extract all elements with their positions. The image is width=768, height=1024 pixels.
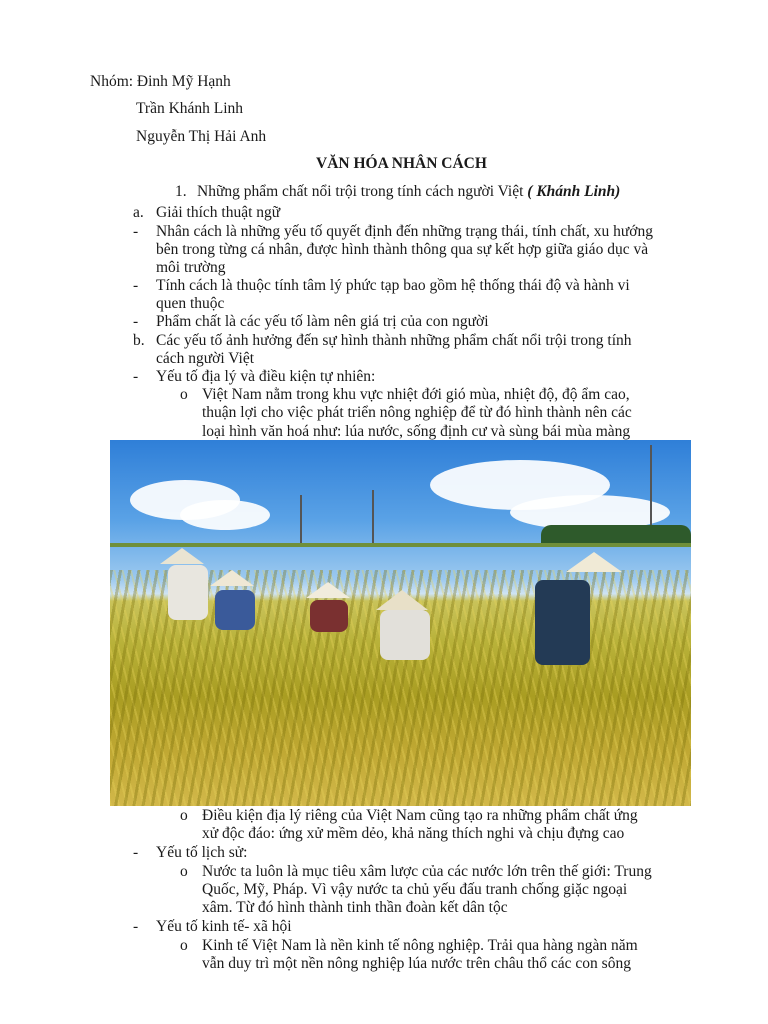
list-item-line: Tính cách là thuộc tính tâm lý phức tạp bao gồm hệ thống thái độ và hành vi (156, 277, 630, 294)
horizon (110, 543, 691, 547)
sub-item-line: Nước ta luôn là mục tiêu xâm lược của các nước lớn trên thế giới: Trung (202, 863, 652, 880)
factor-label: Yếu tố kinh tế- xã hội (156, 918, 292, 935)
power-pole (372, 490, 374, 545)
sub-item-line: loại hình văn hoá như: lúa nước, sống định cư và sùng bái mùa màng (202, 423, 631, 440)
conical-hat-shape (210, 570, 254, 586)
part-a-heading: Giải thích thuật ngữ (156, 204, 281, 221)
sub-item-line: xâm. Từ đó hình thành tinh thần đoàn kết dân tộc (202, 899, 508, 916)
part-b-heading-line: Các yếu tố ảnh hưởng đến sự hình thành những phẩm chất nổi trội trong tính (156, 332, 632, 349)
farmer-figure (380, 610, 430, 660)
list-item-line: môi trường (156, 259, 226, 276)
section-heading-text: Những phẩm chất nổi trội trong tính cách người Việt (197, 183, 524, 200)
conical-hat-shape (566, 552, 622, 572)
farmer-figure (310, 600, 348, 632)
factor-label: Yếu tố lịch sử: (156, 844, 248, 861)
rice-harvest-photo (110, 440, 691, 806)
list-marker: - (133, 223, 139, 240)
sub-item-line: xử độc đáo: ứng xử mềm dẻo, khả năng thích nghi và chịu đựng cao (202, 825, 625, 842)
list-marker: - (133, 277, 139, 294)
list-item-line: quen thuộc (156, 295, 225, 312)
section-heading (197, 183, 620, 201)
list-marker: - (133, 918, 139, 935)
cloud-shape (180, 500, 270, 530)
sub-bullet: o (180, 386, 188, 403)
conical-hat-shape (306, 582, 350, 598)
section-number: 1. (175, 183, 187, 200)
section-author: ( Khánh Linh) (527, 183, 621, 200)
sub-bullet: o (180, 863, 188, 880)
farmer-figure (535, 580, 590, 665)
sub-item-line: Kinh tế Việt Nam là nền kinh tế nông nghiệp. Trải qua hàng ngàn năm (202, 937, 638, 954)
list-item-line: Phẩm chất là các yếu tố làm nên giá trị của con người (156, 313, 489, 330)
farmer-figure (168, 565, 208, 620)
list-marker: a. (133, 204, 144, 221)
sub-bullet: o (180, 937, 188, 954)
list-marker: - (133, 844, 139, 861)
sub-bullet: o (180, 807, 188, 824)
list-item-line: bên trong từng cá nhân, được hình thành thông qua sự kết hợp giữa giáo dục và (156, 241, 649, 258)
member-name: Nguyễn Thị Hải Anh (136, 128, 267, 145)
sub-item-line: thuận lợi cho việc phát triển nông nghiệp để từ đó hình thành nên các (202, 404, 632, 421)
factor-label: Yếu tố địa lý và điều kiện tự nhiên: (156, 368, 376, 385)
document-title: VĂN HÓA NHÂN CÁCH (316, 155, 487, 172)
list-item-line: Nhân cách là những yếu tố quyết định đến những trạng thái, tính chất, xu hướng (156, 223, 653, 240)
sub-item-line: Việt Nam nằm trong khu vực nhiệt đới gió mùa, nhiệt độ, độ ẩm cao, (202, 386, 630, 403)
group-label: Nhóm: Đinh Mỹ Hạnh (90, 73, 231, 90)
sub-item-line: Điều kiện địa lý riêng của Việt Nam cũng tạo ra những phẩm chất ứng (202, 807, 638, 824)
member-name: Trần Khánh Linh (136, 100, 244, 117)
sub-item-line: vẫn duy trì một nền nông nghiệp lúa nước trên châu thổ các con sông (202, 955, 631, 972)
list-marker: - (133, 368, 139, 385)
power-pole (300, 495, 302, 545)
conical-hat-shape (376, 590, 428, 610)
conical-hat-shape (160, 548, 204, 564)
part-b-heading-line: cách người Việt (156, 350, 255, 367)
farmer-figure (215, 590, 255, 630)
list-marker: - (133, 313, 139, 330)
sub-item-line: Quốc, Mỹ, Pháp. Vì vậy nước ta chủ yếu đấu tranh chống giặc ngoại (202, 881, 628, 898)
list-marker: b. (133, 332, 145, 349)
